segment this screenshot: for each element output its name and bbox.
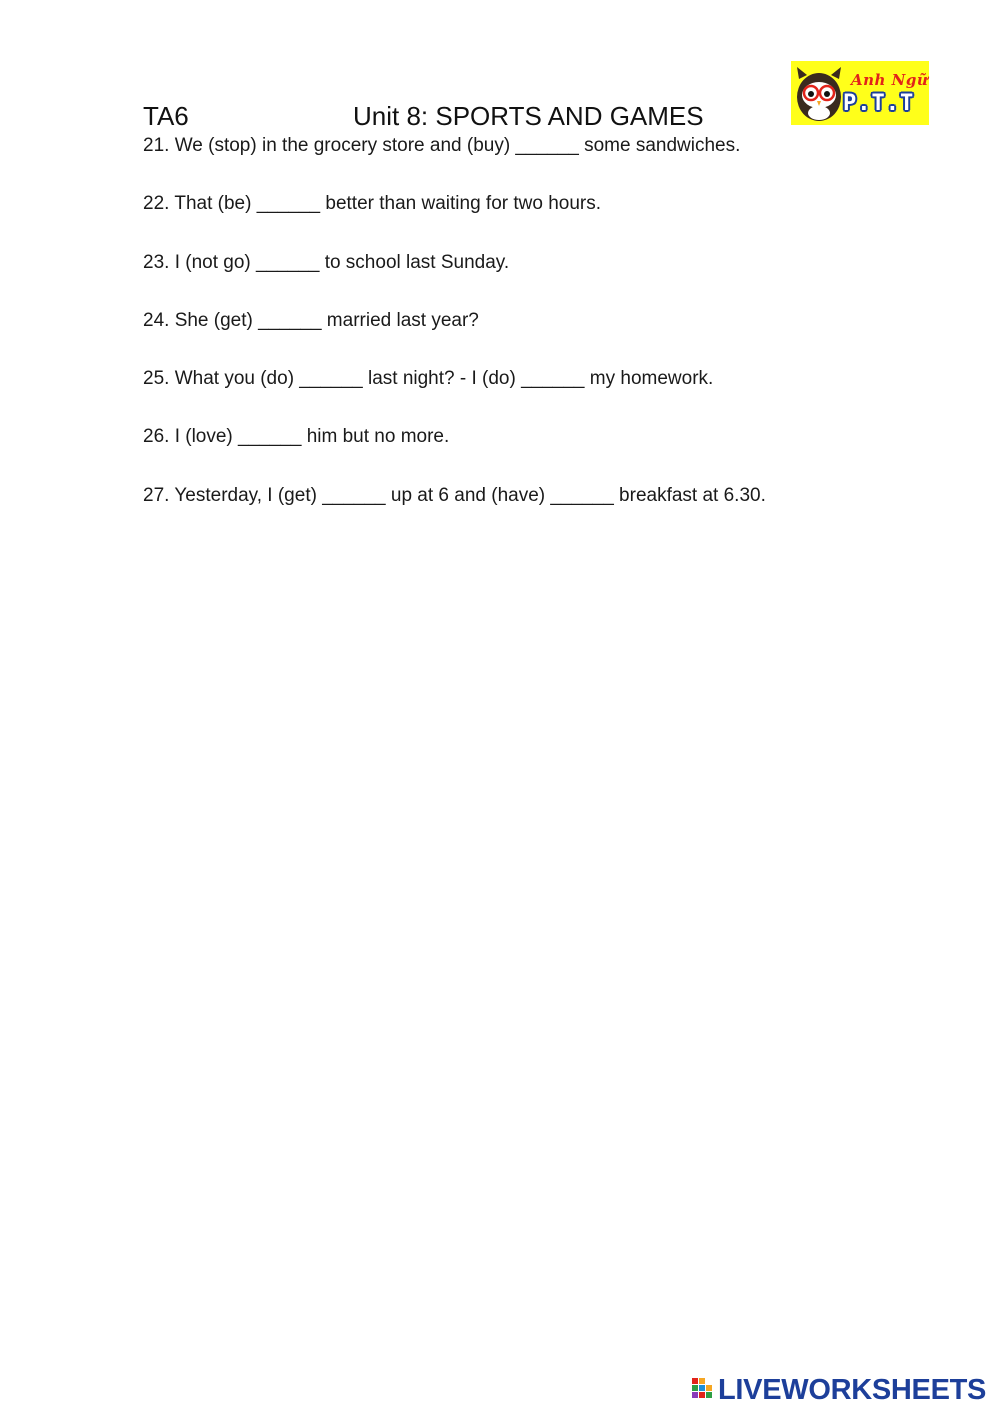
question-item: 21. We (stop) in the grocery store and (buy) ______ some sandwiches. [143,135,741,156]
question-item: 26. I (love) ______ him but no more. [143,426,450,448]
worksheet-header [143,98,783,134]
school-logo [791,61,929,125]
logo-bottom-text: P.T.T [843,91,915,116]
question-item: 25. What you (do) ______ last night? - I (do) ______ my homework. [143,368,714,390]
question-item: 27. Yesterday, I (get) ______ up at 6 and (have) ______ breakfast at 6.30. [143,484,766,506]
question-item: 23. I (not go) ______ to school last Sunday. [143,251,510,273]
liveworksheets-wordmark: LIVEWORKSHEETS [718,1374,987,1406]
logo-top-text: Anh Ngữ [851,71,929,89]
liveworksheets-brand [692,1374,992,1406]
course-code: TA6 [143,101,189,131]
question-list [143,134,903,542]
question-item: 22. That (be) ______ better than waiting for two hours. [143,193,602,215]
question-item: 24. She (get) ______ married last year? [143,309,479,331]
unit-title: Unit 8: SPORTS AND GAMES [353,101,704,131]
liveworksheets-logo-icon [692,1378,714,1402]
owl-icon [791,61,851,125]
